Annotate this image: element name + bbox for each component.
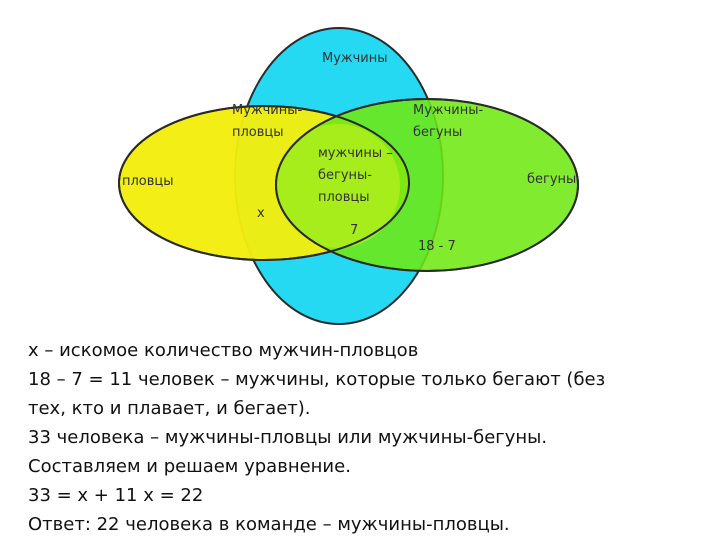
solution-line: x – искомое количество мужчин-пловцов	[28, 340, 419, 361]
label-center-2: бегуны-	[318, 168, 372, 183]
solution-line: тех, кто и плавает, и бегает).	[28, 398, 311, 419]
label-men-runners-2: бегуны	[413, 125, 463, 140]
solution-line: 18 – 7 = 11 человек – мужчины, которые только бегают (без	[28, 369, 606, 390]
label-center-3: пловцы	[318, 190, 370, 205]
label-swimmers: пловцы	[122, 174, 174, 189]
label-runners: бегуны	[527, 172, 577, 187]
solution-answer: Ответ: 22 человека в команде – мужчины-пловцы.	[28, 514, 510, 535]
label-eighteen-minus-seven: 18 - 7	[418, 239, 456, 254]
solution-line: 33 человека – мужчины-пловцы или мужчины-бегуны.	[28, 427, 548, 448]
solution-line: 33 = х + 11 х = 22	[28, 485, 204, 506]
label-men: Мужчины	[322, 51, 388, 66]
label-men-swimmers-1: Мужчины-	[232, 103, 303, 118]
solution-line: Составляем и решаем уравнение.	[28, 456, 351, 477]
label-seven: 7	[350, 223, 359, 238]
label-center-1: мужчины –	[318, 146, 393, 161]
label-x: x	[257, 206, 265, 221]
solution-text	[28, 336, 708, 539]
label-men-runners-1: Мужчины-	[413, 103, 484, 118]
label-men-swimmers-2: пловцы	[232, 125, 284, 140]
